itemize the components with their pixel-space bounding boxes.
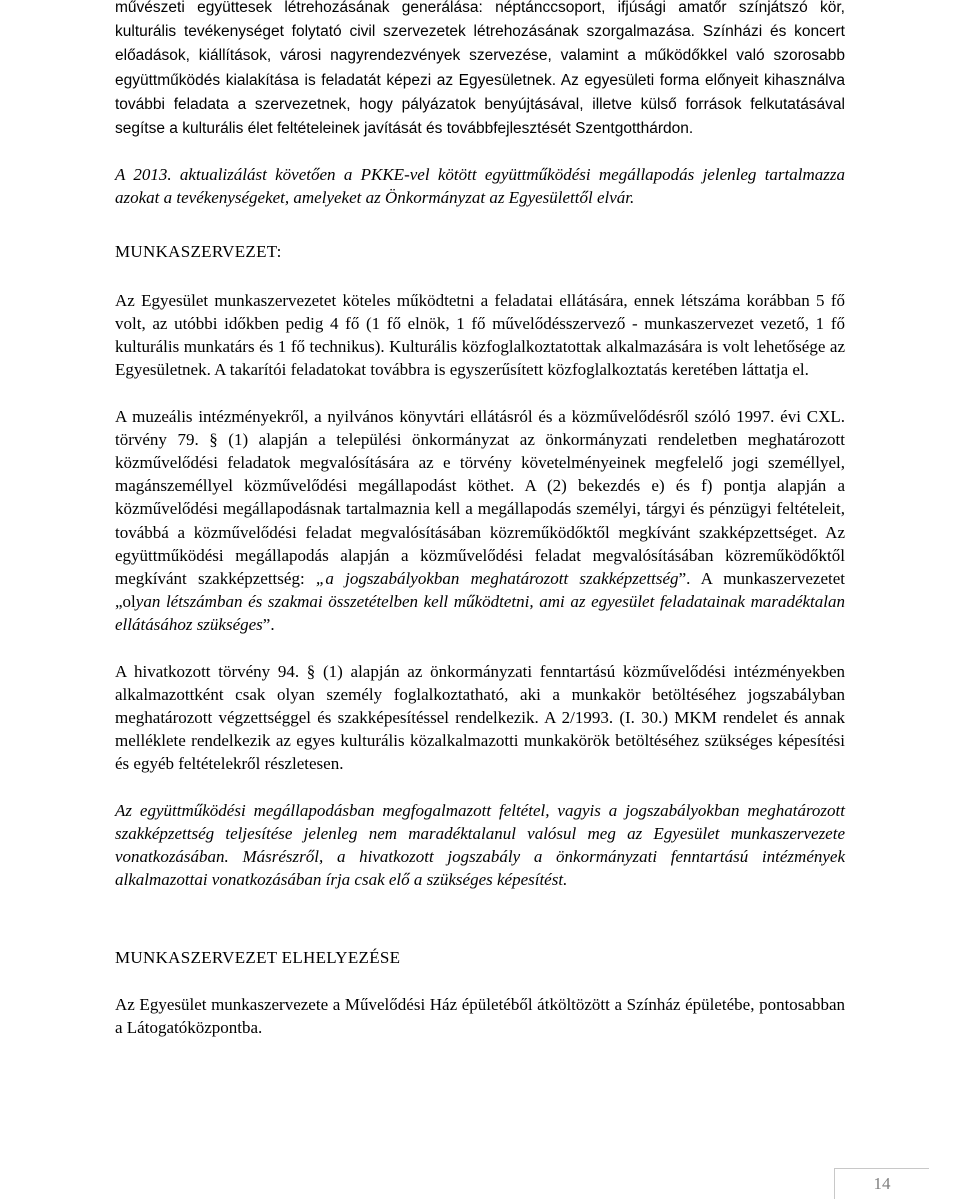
paragraph-intro [115, 0, 845, 140]
paragraph-torveny-main: A muzeális intézményekről, a nyilvános könyvtári ellátásról és a közművelődésről szóló 1997. évi CXL. törvény 79. § (1) alapján a települési önkormányzat az önkormányzati rendeletben meghatározott közművelődési feladatok megvalósítására az e törvény követelményeinek megfelelő jogi személlyel, magánszeméllyel közművelődési megállapodást köthet. A (2) bekezdés e) és f) pontja alapján a közművelődési megállapodásnak tartalmaznia kell a megállapodás személyi, tárgyi és pénzügyi feltételeit, továbbá a közművelődési feladat megvalósításában közreműködőktől megkívánt szakképzettséget. Az együttműködési megállapodás alapján a közművelődési feladat megvalósításában közreműködőktől megkívánt szakképzettség: [115, 406, 845, 589]
heading-munkaszervezet-elhelyezese: MUNKASZERVEZET ELHELYEZÉSE [115, 947, 401, 967]
paragraph-elhelyezes: Az Egyesület munkaszervezete a Művelődési Ház épületéből átköltözött a Színház épületébe, pontosabban a Látogatóközpontba. [115, 994, 845, 1037]
paragraph-torveny-end: ”. [262, 615, 275, 635]
paragraph-munkaszervezet [115, 289, 845, 382]
paragraph-torveny [115, 405, 845, 637]
paragraph-2013-update: A 2013. aktualizálást követően a PKKE-vel kötött együttműködési megállapodás jelenleg tartalmazza azokat a tevékenységeket, amelyeket az Önkormányzat az Egyesülettől elvár. [115, 165, 845, 208]
paragraph-munkaszervezet-part-a: Az Egyesület munkaszervezetet köteles működtetni a feladatai ellátására, ennek létszáma korábban 5 fő volt, az utóbbi időkben pedig 4 fő (1 fő elnök, 1 fő művelődésszervező - munkaszervezet vezető, 1 fő kulturális munkatárs és 1 fő technikus). [115, 290, 845, 357]
paragraph-torveny-italic: yan létszámban és szakmai összetételben kell működtetni, ami az egyesület feladatainak maradéktalan ellátásához szükséges [115, 592, 845, 635]
paragraph-summary-italic: Az együttműködési megállapodásban megfogalmazott feltétel, vagyis a jogszabályokban meghatározott szakképzettség teljesítése jelenleg nem maradéktalanul valósul meg az Egyesület munkaszervezete vonatkozásában. Másrészről, a hivatkozott jogszabály a önkormányzati fenntartású intézmények alkalmazottai vonatkozásában írja csak elő a szükséges képesítést. [115, 800, 845, 890]
paragraph-intro-text: művészeti együttesek létrehozásának generálása: néptánccsoport, ifjúsági amatőr színjátszó kör, kulturális tevékenységet folytató civil szervezetek létrehozásának szorgalmazása. Színházi és koncert előadások, kiállítások, városi nagyrendezvények szervezése, valamint a működőkkel való szorosabb együttműködés kialakítása is feladatát képezi az Egyesületnek. Az egyesületi forma előnyeit kihasználva további feladata a szervezetnek, hogy pályázatok benyújtásával, illetve külső források felkutatásával segítse a kulturális élet feltételeinek javítását és továbbfejlesztését Szentgotthárdon. [115, 0, 845, 138]
paragraph-munkaszervezet-part-b: Kulturális közfoglalkoztatottak alkalmazására is volt lehetősége az Egyesületnek. A takarítói feladatokat továbbra is egyszerűsített közfoglalkoztatás keretében láttatja el. [115, 337, 846, 380]
paragraph-torveny-ol: ol [122, 592, 136, 612]
paragraph-hivatkozott-torveny: A hivatkozott törvény 94. § (1) alapján az önkormányzati fenntartású közművelődési intézményekben alkalmazottként csak olyan személy foglalkoztatható, aki a munkakör betöltéséhez jogszabályban meghatározott végzettséggel és szakképesítéssel rendelkezik. A 2/1993. (I. 30.) MKM rendelet és annak melléklete rendelkezik az egyes kulturális közalkalmazotti munkakörök betöltéséhez szükséges képesítési és egyéb feltételekről részletesen. [115, 661, 845, 774]
paragraph-torveny-mid: ”. A munkaszervezetet „ [115, 569, 845, 612]
document-page [115, 0, 845, 1039]
page-number [834, 1168, 929, 1199]
heading-munkaszervezet: MUNKASZERVEZET: [115, 241, 282, 261]
paragraph-torveny-quote: „a jogszabályokban meghatározott szakképzettség [315, 569, 679, 589]
page-number-text: 14 [873, 1174, 891, 1193]
